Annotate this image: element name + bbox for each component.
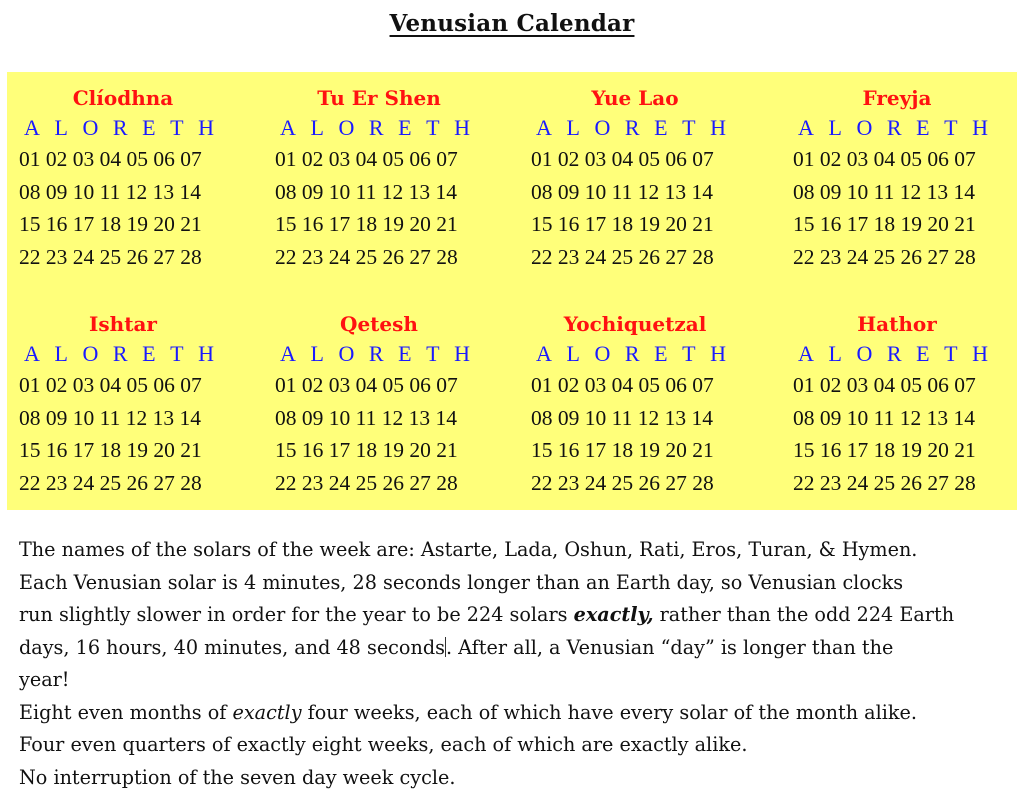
- week-row: 22 23 24 25 26 27 28: [531, 470, 714, 495]
- weekday-letter: E: [398, 115, 412, 140]
- weekday-letter: O: [338, 341, 355, 366]
- weekday-letter: L: [828, 341, 842, 366]
- week-row: 01 02 03 04 05 06 07: [275, 373, 458, 397]
- week-row: 22 23 24 25 26 27 28: [19, 470, 202, 495]
- week-row: 01 02 03 04 05 06 07: [793, 373, 976, 397]
- weekday-header: [280, 341, 470, 367]
- weekday-letter: T: [682, 115, 696, 140]
- weekday-header: [536, 341, 726, 367]
- emphasis-text: exactly: [232, 700, 302, 724]
- text-span: days, 16 hours, 40 minutes, and 48 seconds: [19, 635, 445, 659]
- weekday-letter: L: [54, 341, 68, 366]
- text-span: The names of the solars of the week are: Astarte, Lada, Oshun, Rati, Eros, Turan, & Hymen.: [19, 538, 918, 561]
- weekday-header: [798, 115, 988, 141]
- week-row: 15 16 17 18 19 20 21: [531, 438, 714, 462]
- calendar-panel: [7, 72, 1017, 510]
- text-span: . After all, a Venusian “day” is longer than the: [445, 635, 894, 659]
- text-span: four weeks, each of which have every solar of the month alike.: [301, 700, 917, 724]
- weekday-letter: T: [944, 341, 958, 366]
- weekday-letter: T: [170, 341, 184, 366]
- weekday-header: [24, 115, 214, 141]
- paragraph-line: [19, 567, 1019, 600]
- week-row: 08 09 10 11 12 13 14: [531, 179, 713, 204]
- week-row: 15 16 17 18 19 20 21: [19, 438, 202, 462]
- weekday-letter: L: [566, 341, 580, 366]
- weekday-letter: E: [654, 115, 668, 140]
- weekday-letter: H: [454, 341, 470, 366]
- paragraph-line: [19, 664, 1019, 697]
- week-row: 22 23 24 25 26 27 28: [275, 244, 458, 269]
- week-row: 22 23 24 25 26 27 28: [793, 470, 976, 495]
- week-row: 08 09 10 11 12 13 14: [531, 405, 713, 430]
- week-row: 15 16 17 18 19 20 21: [19, 212, 202, 236]
- weekday-letter: O: [856, 341, 873, 366]
- weekday-letter: O: [82, 341, 99, 366]
- weekday-letter: A: [24, 115, 40, 140]
- week-row: 01 02 03 04 05 06 07: [531, 147, 714, 171]
- month-name: Hathor: [857, 312, 937, 336]
- weekday-letter: O: [856, 115, 873, 140]
- weekday-letter: A: [24, 341, 40, 366]
- weekday-letter: L: [828, 115, 842, 140]
- week-row: 22 23 24 25 26 27 28: [275, 470, 458, 495]
- weekday-letter: O: [82, 115, 99, 140]
- month-name: Ishtar: [89, 312, 157, 336]
- week-row: 01 02 03 04 05 06 07: [531, 373, 714, 397]
- paragraph-line: [19, 697, 1019, 730]
- weekday-letter: E: [916, 341, 930, 366]
- week-row: 15 16 17 18 19 20 21: [793, 438, 976, 462]
- weekday-letter: E: [142, 115, 156, 140]
- paragraph-line: [19, 762, 1019, 795]
- weekday-header: [536, 115, 726, 141]
- emphasis-text: exactly,: [573, 603, 654, 626]
- paragraph-line: [19, 729, 1019, 762]
- week-row: 08 09 10 11 12 13 14: [275, 179, 457, 204]
- paragraph-line: [19, 632, 1019, 665]
- weekday-letter: H: [198, 341, 214, 366]
- weekday-header: [798, 341, 988, 367]
- text-span: Four even quarters of exactly eight weeks, each of which are exactly alike.: [19, 733, 748, 756]
- week-row: 22 23 24 25 26 27 28: [793, 244, 976, 269]
- text-span: year!: [19, 668, 70, 691]
- weekday-letter: H: [454, 115, 470, 140]
- weekday-header: [280, 115, 470, 141]
- weekday-letter: L: [310, 115, 324, 140]
- weekday-letter: A: [798, 341, 814, 366]
- month-name: Freyja: [862, 86, 932, 110]
- month-name: Qetesh: [340, 312, 418, 336]
- week-row: 08 09 10 11 12 13 14: [793, 405, 975, 430]
- weekday-letter: A: [280, 115, 296, 140]
- weekday-header: [24, 341, 214, 367]
- weekday-letter: R: [368, 341, 384, 366]
- weekday-letter: A: [798, 115, 814, 140]
- weekday-letter: O: [594, 341, 611, 366]
- week-row: 08 09 10 11 12 13 14: [19, 405, 201, 430]
- description-text: [19, 534, 1019, 794]
- week-row: 15 16 17 18 19 20 21: [275, 438, 458, 462]
- text-span: rather than the odd 224 Earth: [653, 603, 955, 626]
- weekday-letter: R: [368, 115, 384, 140]
- weekday-letter: T: [170, 115, 184, 140]
- weekday-letter: A: [536, 341, 552, 366]
- weekday-letter: A: [280, 341, 296, 366]
- weekday-letter: A: [536, 115, 552, 140]
- weekday-letter: H: [972, 115, 988, 140]
- week-row: 01 02 03 04 05 06 07: [275, 147, 458, 171]
- text-span: No interruption of the seven day week cycle.: [19, 765, 456, 789]
- weekday-letter: H: [710, 115, 726, 140]
- weekday-letter: E: [398, 341, 412, 366]
- week-row: 08 09 10 11 12 13 14: [19, 179, 201, 204]
- weekday-letter: T: [944, 115, 958, 140]
- weekday-letter: R: [624, 115, 640, 140]
- weekday-letter: T: [426, 115, 440, 140]
- weekday-letter: O: [594, 115, 611, 140]
- week-row: 01 02 03 04 05 06 07: [19, 147, 202, 171]
- weekday-letter: O: [338, 115, 355, 140]
- weekday-letter: H: [710, 341, 726, 366]
- month-name: Tu Er Shen: [317, 86, 441, 110]
- weekday-letter: L: [566, 115, 580, 140]
- weekday-letter: R: [624, 341, 640, 366]
- weekday-letter: R: [112, 341, 128, 366]
- week-row: 22 23 24 25 26 27 28: [531, 244, 714, 269]
- week-row: 08 09 10 11 12 13 14: [275, 405, 457, 430]
- week-row: 15 16 17 18 19 20 21: [275, 212, 458, 236]
- weekday-letter: H: [972, 341, 988, 366]
- paragraph-line: [19, 534, 1019, 567]
- week-row: 22 23 24 25 26 27 28: [19, 244, 202, 269]
- text-span: Eight even months of: [19, 700, 233, 724]
- week-row: 15 16 17 18 19 20 21: [531, 212, 714, 236]
- month-name: Yue Lao: [591, 86, 679, 110]
- text-span: run slightly slower in order for the year to be 224 solars: [19, 603, 574, 626]
- week-row: 01 02 03 04 05 06 07: [793, 147, 976, 171]
- weekday-letter: E: [142, 341, 156, 366]
- weekday-letter: R: [886, 341, 902, 366]
- month-name: Yochiquetzal: [563, 312, 707, 336]
- weekday-letter: T: [426, 341, 440, 366]
- text-span: Each Venusian solar is 4 minutes, 28 seconds longer than an Earth day, so Venusian clocks: [19, 570, 904, 594]
- week-row: 08 09 10 11 12 13 14: [793, 179, 975, 204]
- weekday-letter: R: [886, 115, 902, 140]
- paragraph-line: [19, 599, 1019, 632]
- weekday-letter: T: [682, 341, 696, 366]
- week-row: 15 16 17 18 19 20 21: [793, 212, 976, 236]
- weekday-letter: E: [916, 115, 930, 140]
- week-row: 01 02 03 04 05 06 07: [19, 373, 202, 397]
- month-name: Clíodhna: [72, 86, 174, 110]
- weekday-letter: E: [654, 341, 668, 366]
- weekday-letter: L: [310, 341, 324, 366]
- weekday-letter: L: [54, 115, 68, 140]
- weekday-letter: H: [198, 115, 214, 140]
- page-title: Venusian Calendar: [389, 10, 635, 37]
- weekday-letter: R: [112, 115, 128, 140]
